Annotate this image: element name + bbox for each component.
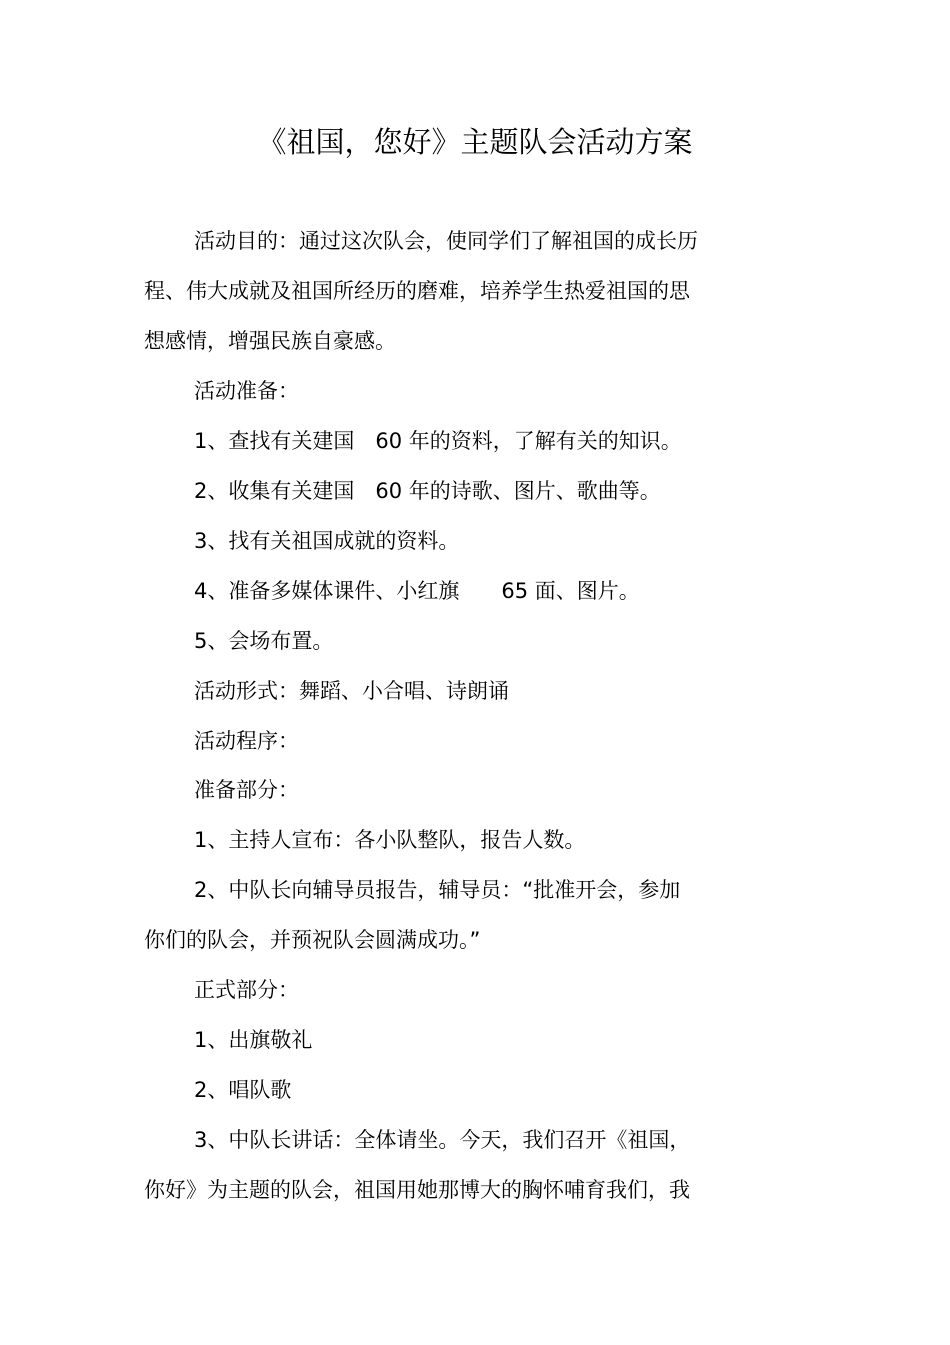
paragraph-line: 想感情，增强民族自豪感。 [144, 329, 396, 353]
section-heading: 准备部分： [194, 778, 299, 802]
document-title: 《祖国，您好》主题队会活动方案 [257, 125, 693, 159]
list-item: 1、主持人宣布：各小队整队，报告人数。 [194, 828, 586, 852]
list-item: 3、中队长讲话：全体请坐。今天，我们召开《祖国， [194, 1128, 691, 1152]
list-item: 1、查找有关建国 60 年的资料，了解有关的知识。 [194, 429, 682, 453]
list-item: 2、唱队歌 [194, 1078, 292, 1102]
section-heading: 活动准备： [194, 379, 299, 403]
paragraph-line: 程、伟大成就及祖国所经历的磨难，培养学生热爱祖国的思 [144, 279, 690, 303]
paragraph-line: 你好》为主题的队会，祖国用她那博大的胸怀哺育我们，我 [144, 1178, 690, 1202]
section-heading: 活动程序： [194, 729, 299, 753]
paragraph-line: 你们的队会，并预祝队会圆满成功。” [144, 928, 481, 952]
paragraph-line: 活动目的：通过这次队会，使同学们了解祖国的成长历 [194, 229, 698, 253]
list-item: 5、会场布置。 [194, 629, 334, 653]
list-item: 1、出旗敬礼 [194, 1028, 313, 1052]
list-item: 2、收集有关建国 60 年的诗歌、图片、歌曲等。 [194, 479, 661, 503]
paragraph-line: 活动形式：舞蹈、小合唱、诗朗诵 [194, 679, 509, 703]
list-item: 4、准备多媒体课件、小红旗 65 面、图片。 [194, 579, 640, 603]
list-item: 2、中队长向辅导员报告，辅导员：“批准开会，参加 [194, 878, 681, 902]
section-heading: 正式部分： [194, 978, 299, 1002]
list-item: 3、找有关祖国成就的资料。 [194, 529, 460, 553]
